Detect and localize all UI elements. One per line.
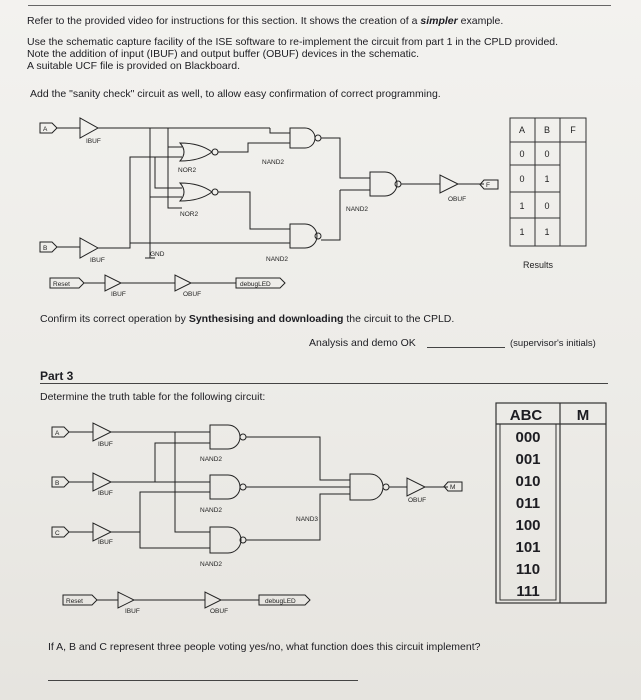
table-1-cell: 0 — [544, 149, 550, 159]
table-1-cell: 0 — [544, 201, 550, 211]
label-debug-led-2: debugLED — [265, 598, 296, 605]
label-gnd: GND — [150, 251, 165, 258]
table-2-row: 000 — [515, 429, 541, 446]
label-obuf-debug-2: OBUF — [210, 608, 229, 615]
table-2-row: 110 — [515, 561, 541, 578]
table-1-caption: Results — [522, 260, 554, 270]
label-input-b: B — [43, 245, 48, 252]
label-obuf-f: OBUF — [448, 196, 467, 203]
confirm-text: Confirm its correct operation by — [40, 313, 189, 325]
nand2-b-gate — [210, 475, 240, 499]
nand2-a-bubble — [240, 434, 246, 440]
label-input-a: A — [43, 126, 48, 133]
nand3-bubble — [383, 484, 389, 490]
table-2-row: 001 — [515, 451, 541, 468]
table-1-header-a: A — [518, 125, 526, 135]
confirm-emphasis: Synthesising and downloading — [188, 313, 344, 325]
label-ibuf-a-2: IBUF — [98, 441, 113, 448]
label-nand2-b: NAND2 — [200, 507, 223, 514]
table-1-cell: 0 — [519, 149, 525, 159]
table-1-cell: 1 — [519, 201, 525, 211]
intro-line-1-text: Refer to the provided video for instructions for this section. It shows the creation of a — [27, 15, 421, 27]
label-ibuf-a: IBUF — [86, 138, 101, 145]
label-obuf-debug-1: OBUF — [183, 291, 202, 298]
table-2-row: 011 — [515, 495, 541, 512]
label-ibuf-reset-2: IBUF — [125, 608, 140, 615]
table-2-row: 101 — [515, 539, 541, 556]
part-3-instruction: Determine the truth table for the following circuit: — [40, 391, 266, 403]
supervisor-initials: (supervisor's initials) — [510, 338, 596, 349]
nand3-gate — [350, 474, 383, 500]
label-nor2-lower: NOR2 — [180, 211, 199, 218]
label-output-m: M — [450, 484, 456, 491]
table-1-cell: 1 — [544, 227, 550, 237]
truth-table-2 — [496, 403, 606, 603]
label-obuf-m: OBUF — [408, 497, 427, 504]
obuf-debug-2 — [205, 592, 221, 608]
nand2-a-gate — [210, 425, 240, 449]
intro-line-4: A suitable UCF file is provided on Blackboard. — [27, 60, 241, 72]
table-1-header-b: B — [543, 125, 551, 135]
wire — [140, 532, 210, 548]
question-text: If A, B and C represent three people voting yes/no, what function does this circuit implement? — [48, 641, 481, 653]
intro-line-3: Note the addition of input (IBUF) and output buffer (OBUF) devices in the schematic. — [27, 48, 420, 60]
nand2-c-gate — [210, 527, 241, 553]
label-reset-2: Reset — [66, 598, 83, 605]
table-2-header-m: M — [576, 407, 590, 424]
table-1-header-f: F — [570, 125, 576, 135]
table-2-border — [496, 403, 606, 603]
label-ibuf-reset-1: IBUF — [111, 291, 126, 298]
label-reset-1: Reset — [53, 281, 70, 288]
table-2-header-abc: ABC — [509, 407, 543, 424]
obuf-m-buffer — [407, 478, 425, 496]
label-input-b-2: B — [55, 480, 60, 487]
label-nand2-top: NAND2 — [262, 159, 285, 166]
intro-line-1-emphasis: simpler — [420, 15, 458, 27]
table-2-row: 100 — [515, 517, 541, 534]
confirm-end: the circuit to the CPLD. — [343, 313, 455, 325]
intro-line-2: Use the schematic capture facility of the ISE software to re-implement the circuit from part 1 in the CPLD provided. — [27, 36, 559, 48]
table-1-cell: 1 — [519, 227, 525, 237]
label-nand2-a: NAND2 — [200, 456, 223, 463]
wire — [246, 437, 350, 480]
intro-line-5: Add the "sanity check" circuit as well, to allow easy confirmation of correct programming. — [30, 88, 441, 100]
wire — [111, 492, 210, 532]
label-nand2-middle: NAND2 — [346, 206, 369, 213]
analysis-label: Analysis and demo OK — [309, 337, 416, 349]
label-nand2-c: NAND2 — [200, 561, 223, 568]
table-2-row: 010 — [515, 473, 541, 490]
table-1-cell: 1 — [544, 174, 550, 184]
label-ibuf-b-2: IBUF — [98, 490, 113, 497]
part-3-title: Part 3 — [40, 369, 74, 383]
label-ibuf-c-2: IBUF — [98, 539, 113, 546]
label-output-f: F — [486, 182, 490, 189]
label-input-c-2: C — [55, 530, 60, 537]
answer-blank — [48, 680, 358, 681]
nand2-b-bubble — [240, 484, 246, 490]
table-2-row: 111 — [516, 583, 540, 600]
ibuf-a-buffer-2 — [93, 423, 111, 441]
intro-line-1-end: example. — [457, 15, 504, 27]
label-input-a-2: A — [55, 430, 60, 437]
label-debug-led-1: debugLED — [240, 281, 271, 288]
ibuf-reset-2 — [118, 592, 134, 608]
label-nand3: NAND3 — [296, 516, 319, 523]
ibuf-b-buffer-2 — [93, 473, 111, 491]
label-nor2-upper: NOR2 — [178, 167, 197, 174]
label-ibuf-b: IBUF — [90, 257, 105, 264]
label-nand2-bottom: NAND2 — [266, 256, 289, 263]
table-1-cell: 0 — [519, 174, 525, 184]
